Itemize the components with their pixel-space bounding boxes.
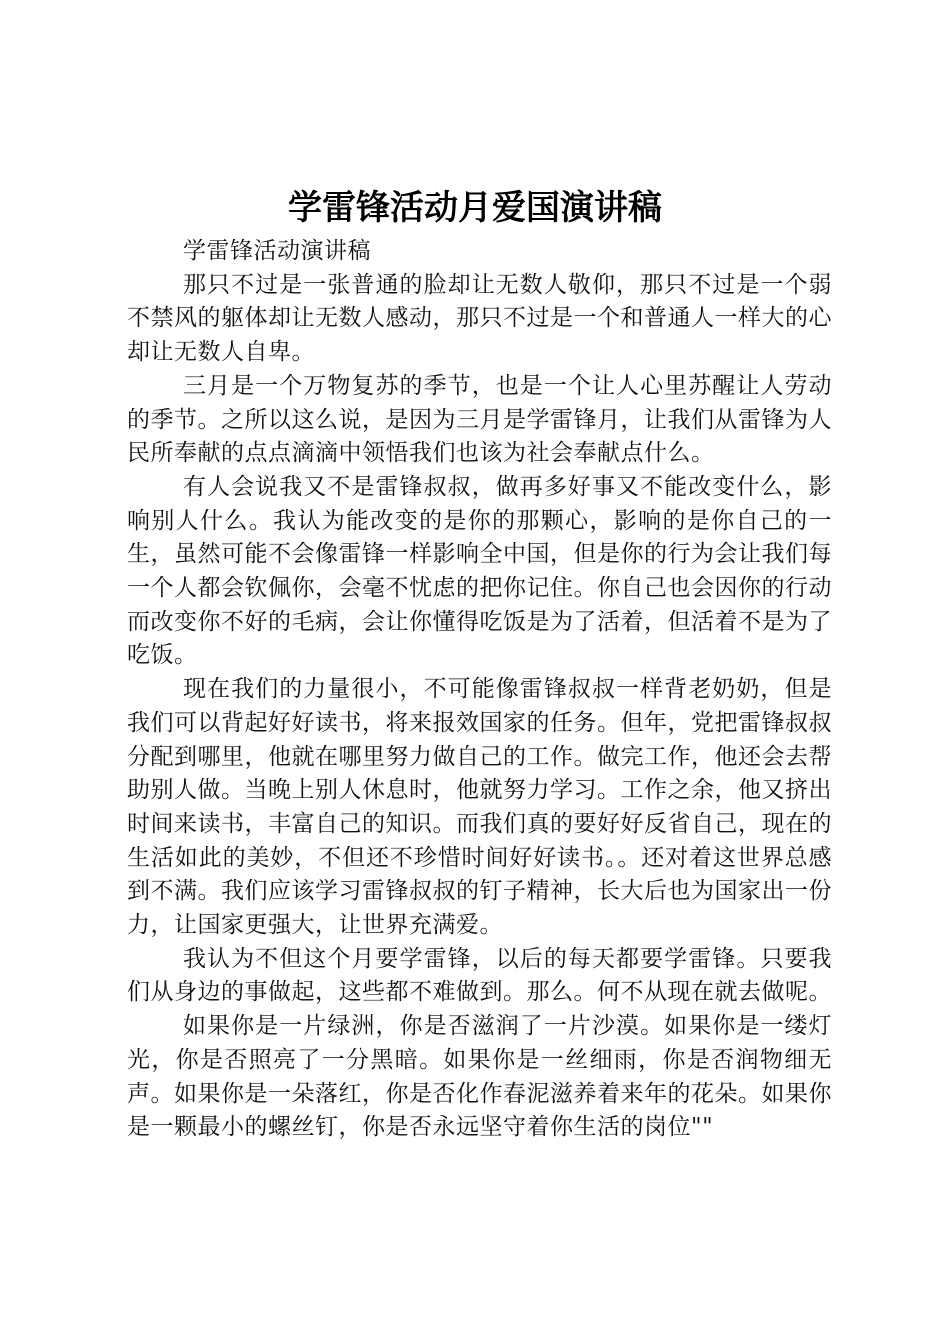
paragraph: 我认为不但这个月要学雷锋，以后的每天都要学雷锋。只要我们从身边的事做起，这些都不难做到。那么。何不从现在就去做呢。 xyxy=(127,945,832,1006)
subtitle-paragraph: 学雷锋活动演讲稿 xyxy=(183,238,371,264)
paragraph: 有人会说我又不是雷锋叔叔，做再多好事又不能改变什么，影响别人什么。我认为能改变的是你的那颗心，影响的是你自己的一生，虽然可能不会像雷锋一样影响全中国，但是你的行为会让我们每一个人都会钦佩你，会毫不忧虑的把你记住。你自己也会因你的行动而改变你不好的毛病，会让你懂得吃饭是为了活着，但活着不是为了吃饭。 xyxy=(127,473,832,669)
document-body xyxy=(127,235,832,1145)
paragraph: 那只不过是一张普通的脸却让无数人敬仰，那只不过是一个弱不禁风的躯体却让无数人感动，那只不过是一个和普通人一样大的心却让无数人自卑。 xyxy=(127,271,832,366)
paragraph: 现在我们的力量很小，不可能像雷锋叔叔一样背老奶奶，但是我们可以背起好好读书，将来报效国家的任务。但年，党把雷锋叔叔分配到哪里，他就在哪里努力做自己的工作。做完工作，他还会去帮助别人做。当晚上别人休息时，他就努力学习。工作之余，他又挤出时间来读书，丰富自己的知识。而我们真的要好好反省自己，现在的生活如此的美妙，不但还不珍惜时间好好读书。。还对着这世界总感到不满。我们应该学习雷锋叔叔的钉子精神，长大后也为国家出一份力，让国家更强大，让世界充满爱。 xyxy=(127,676,832,939)
paragraph: 如果你是一片绿洲，你是否滋润了一片沙漠。如果你是一缕灯光，你是否照亮了一分黑暗。如果你是一丝细雨，你是否润物细无声。如果你是一朵落红，你是否化作春泥滋养着来年的花朵。如果你是一颗最小的螺丝钉，你是否永远坚守着你生活的岗位"" xyxy=(127,1013,832,1141)
document-title: 学雷锋活动月爱国演讲稿 xyxy=(288,188,662,228)
paragraph: 三月是一个万物复苏的季节，也是一个让人心里苏醒让人劳动的季节。之所以这么说，是因为三月是学雷锋月，让我们从雷锋为人民所奉献的点点滴滴中领悟我们也该为社会奉献点什么。 xyxy=(127,372,832,467)
